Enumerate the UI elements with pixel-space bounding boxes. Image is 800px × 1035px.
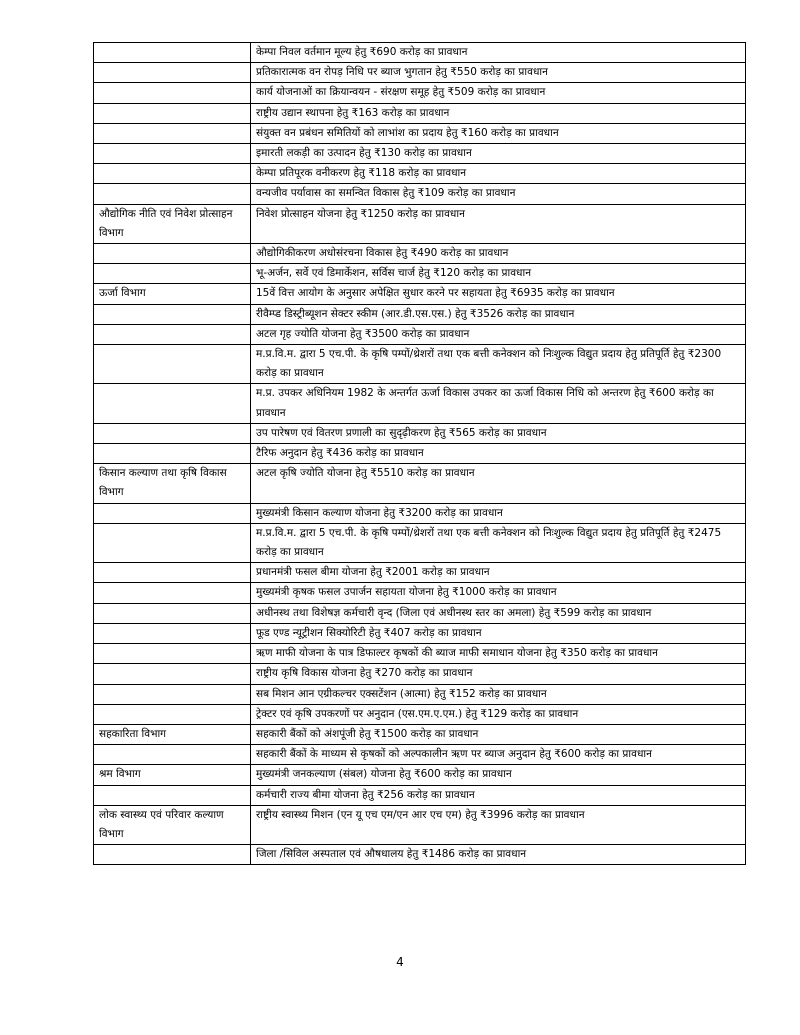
table-row [94, 83, 746, 103]
table-row [94, 63, 746, 83]
provision-cell: केम्पा निवल वर्तमान मूल्य हेतु ₹690 करोड़ का प्रावधान [251, 43, 746, 63]
provision-cell: उप पारेषण एवं वितरण प्रणाली का सुदृढ़ीकरण हेतु ₹565 करोड़ का प्रावधान [251, 423, 746, 443]
budget-provisions-table [93, 42, 746, 865]
department-cell [94, 845, 251, 865]
provision-cell: टैरिफ अनुदान हेतु ₹436 करोड़ का प्रावधान [251, 444, 746, 464]
table-row [94, 284, 746, 304]
provision-cell: राष्ट्रीय उद्यान स्थापना हेतु ₹163 करोड़ का प्रावधान [251, 103, 746, 123]
table-row [94, 184, 746, 204]
provision-cell: सब मिशन आन एग्रीकल्चर एक्सटेंशन (आत्मा) हेतु ₹152 करोड़ का प्रावधान [251, 684, 746, 704]
table-body [94, 43, 746, 865]
department-cell [94, 83, 251, 103]
table-row [94, 805, 746, 844]
provision-cell: म.प्र.वि.म. द्वारा 5 एच.पी. के कृषि पम्पों/थ्रेशरों तथा एक बत्ती कनेक्शन को निःशुल्क विद्युत प्रदाय हेतु प्रतिपूर्ति हेतु ₹2300 करोड़ का प्रावधान [251, 345, 746, 384]
provision-cell: ऋण माफी योजना के पात्र डिफाल्टर कृषकों की ब्याज माफी समाधान योजना हेतु ₹350 करोड़ का प्रावधान [251, 644, 746, 664]
department-cell [94, 785, 251, 805]
table-row [94, 264, 746, 284]
provision-cell: प्रतिकारात्मक वन रोपड़ निधि पर ब्याज भुगतान हेतु ₹550 करोड़ का प्रावधान [251, 63, 746, 83]
provision-cell: रीवैम्प्ड डिस्ट्रीब्यूशन सेक्टर स्कीम (आर.डी.एस.एस.) हेतु ₹3526 करोड़ का प्रावधान [251, 304, 746, 324]
department-cell [94, 384, 251, 423]
department-cell [94, 244, 251, 264]
department-cell [94, 704, 251, 724]
page-number: 4 [396, 955, 404, 969]
provision-cell: भू-अर्जन, सर्वे एवं डिमार्केशन, सर्विस चार्ज हेतु ₹120 करोड़ का प्रावधान [251, 264, 746, 284]
table-row [94, 563, 746, 583]
department-cell: श्रम विभाग [94, 765, 251, 785]
department-cell [94, 444, 251, 464]
provision-cell: मुख्यमंत्री कृषक फसल उपार्जन सहायता योजना हेतु ₹1000 करोड़ का प्रावधान [251, 583, 746, 603]
provision-cell: सहकारी बैंकों को अंशपूंजी हेतु ₹1500 करोड़ का प्रावधान [251, 724, 746, 744]
department-cell [94, 664, 251, 684]
department-cell [94, 324, 251, 344]
department-cell [94, 623, 251, 643]
table-row [94, 423, 746, 443]
department-cell [94, 684, 251, 704]
table-row [94, 304, 746, 324]
department-cell [94, 345, 251, 384]
provision-cell: 15वें वित्त आयोग के अनुसार अपेक्षित सुधार करने पर सहायता हेतु ₹6935 करोड़ का प्रावधान [251, 284, 746, 304]
department-cell: सहकारिता विभाग [94, 724, 251, 744]
provision-cell: औद्योगिकीकरण अधोसंरचना विकास हेतु ₹490 करोड़ का प्रावधान [251, 244, 746, 264]
provision-cell: वन्यजीव पर्यावास का समन्वित विकास हेतु ₹109 करोड़ का प्रावधान [251, 184, 746, 204]
provision-cell: मुख्यमंत्री किसान कल्याण योजना हेतु ₹3200 करोड़ का प्रावधान [251, 503, 746, 523]
provision-cell: फूड एण्ड न्यूट्रीशन सिक्योरिटी हेतु ₹407 करोड़ का प्रावधान [251, 623, 746, 643]
provision-cell: इमारती लकड़ी का उत्पादन हेतु ₹130 करोड़ का प्रावधान [251, 144, 746, 164]
department-cell: किसान कल्याण तथा कृषि विकास विभाग [94, 464, 251, 503]
provision-cell: प्रधानमंत्री फसल बीमा योजना हेतु ₹2001 करोड़ का प्रावधान [251, 563, 746, 583]
table-row [94, 164, 746, 184]
table-row [94, 785, 746, 805]
table-row [94, 103, 746, 123]
provision-cell: केम्पा प्रतिपूरक वनीकरण हेतु ₹118 करोड़ का प्रावधान [251, 164, 746, 184]
provision-cell: ट्रेक्टर एवं कृषि उपकरणों पर अनुदान (एस.एम.ए.एम.) हेतु ₹129 करोड़ का प्रावधान [251, 704, 746, 724]
table-row [94, 644, 746, 664]
department-cell: ऊर्जा विभाग [94, 284, 251, 304]
provision-cell: कर्मचारी राज्य बीमा योजना हेतु ₹256 करोड़ का प्रावधान [251, 785, 746, 805]
department-cell [94, 264, 251, 284]
table-row [94, 664, 746, 684]
provision-cell: संयुक्त वन प्रबंधन समितियों को लाभांश का प्रदाय हेतु ₹160 करोड़ का प्रावधान [251, 123, 746, 143]
department-cell [94, 144, 251, 164]
table-row [94, 583, 746, 603]
provision-cell: अटल गृह ज्योति योजना हेतु ₹3500 करोड़ का प्रावधान [251, 324, 746, 344]
table-row [94, 684, 746, 704]
provision-cell: सहकारी बैंकों के माध्यम से कृषकों को अल्पकालीन ऋण पर ब्याज अनुदान हेतु ₹600 करोड़ का प्रावधान [251, 745, 746, 765]
provision-cell: अटल कृषि ज्योति योजना हेतु ₹5510 करोड़ का प्रावधान [251, 464, 746, 503]
table-row [94, 845, 746, 865]
department-cell [94, 563, 251, 583]
provision-cell: मुख्यमंत्री जनकल्याण (संबल) योजना हेतु ₹600 करोड़ का प्रावधान [251, 765, 746, 785]
department-cell [94, 63, 251, 83]
department-cell [94, 603, 251, 623]
department-cell [94, 103, 251, 123]
department-cell [94, 745, 251, 765]
department-cell [94, 43, 251, 63]
table-row [94, 123, 746, 143]
table-row [94, 244, 746, 264]
table-row [94, 464, 746, 503]
department-cell [94, 184, 251, 204]
provision-cell: जिला /सिविल अस्पताल एवं औषधालय हेतु ₹1486 करोड़ का प्रावधान [251, 845, 746, 865]
department-cell [94, 304, 251, 324]
department-cell [94, 123, 251, 143]
table-row [94, 523, 746, 562]
provision-cell: कार्य योजनाओं का क्रियान्वयन - संरक्षण समूह हेतु ₹509 करोड़ का प्रावधान [251, 83, 746, 103]
table-row [94, 444, 746, 464]
department-cell [94, 423, 251, 443]
department-cell [94, 523, 251, 562]
provision-cell: अधीनस्थ तथा विशेषज्ञ कर्मचारी वृन्द (जिला एवं अधीनस्थ स्तर का अमला) हेतु ₹599 करोड़ का प्रावधान [251, 603, 746, 623]
table-row [94, 144, 746, 164]
table-row [94, 603, 746, 623]
table-row [94, 623, 746, 643]
table-row [94, 724, 746, 744]
department-cell: लोक स्वास्थ्य एवं परिवार कल्याण विभाग [94, 805, 251, 844]
provision-cell: म.प्र. उपकर अधिनियम 1982 के अन्तर्गत ऊर्जा विकास उपकर का ऊर्जा विकास निधि को अन्तरण हेतु ₹600 करोड़ का प्रावधान [251, 384, 746, 423]
department-cell [94, 583, 251, 603]
department-cell [94, 503, 251, 523]
provision-cell: निवेश प्रोत्साहन योजना हेतु ₹1250 करोड़ का प्रावधान [251, 204, 746, 243]
table-row [94, 345, 746, 384]
table-row [94, 765, 746, 785]
table-row [94, 704, 746, 724]
table-row [94, 204, 746, 243]
provision-cell: राष्ट्रीय कृषि विकास योजना हेतु ₹270 करोड़ का प्रावधान [251, 664, 746, 684]
provision-cell: राष्ट्रीय स्वास्थ्य मिशन (एन यू एच एम/एन आर एच एम) हेतु ₹3996 करोड़ का प्रावधान [251, 805, 746, 844]
table-row [94, 503, 746, 523]
department-cell [94, 164, 251, 184]
table-row [94, 384, 746, 423]
provision-cell: म.प्र.वि.म. द्वारा 5 एच.पी. के कृषि पम्पों/थ्रेशरों तथा एक बत्ती कनेक्शन को निःशुल्क विद्युत प्रदाय हेतु प्रतिपूर्ति हेतु ₹2475 करोड़ का प्रावधान [251, 523, 746, 562]
table-row [94, 43, 746, 63]
table-row [94, 324, 746, 344]
department-cell: औद्योगिक नीति एवं निवेश प्रोत्साहन विभाग [94, 204, 251, 243]
department-cell [94, 644, 251, 664]
table-row [94, 745, 746, 765]
